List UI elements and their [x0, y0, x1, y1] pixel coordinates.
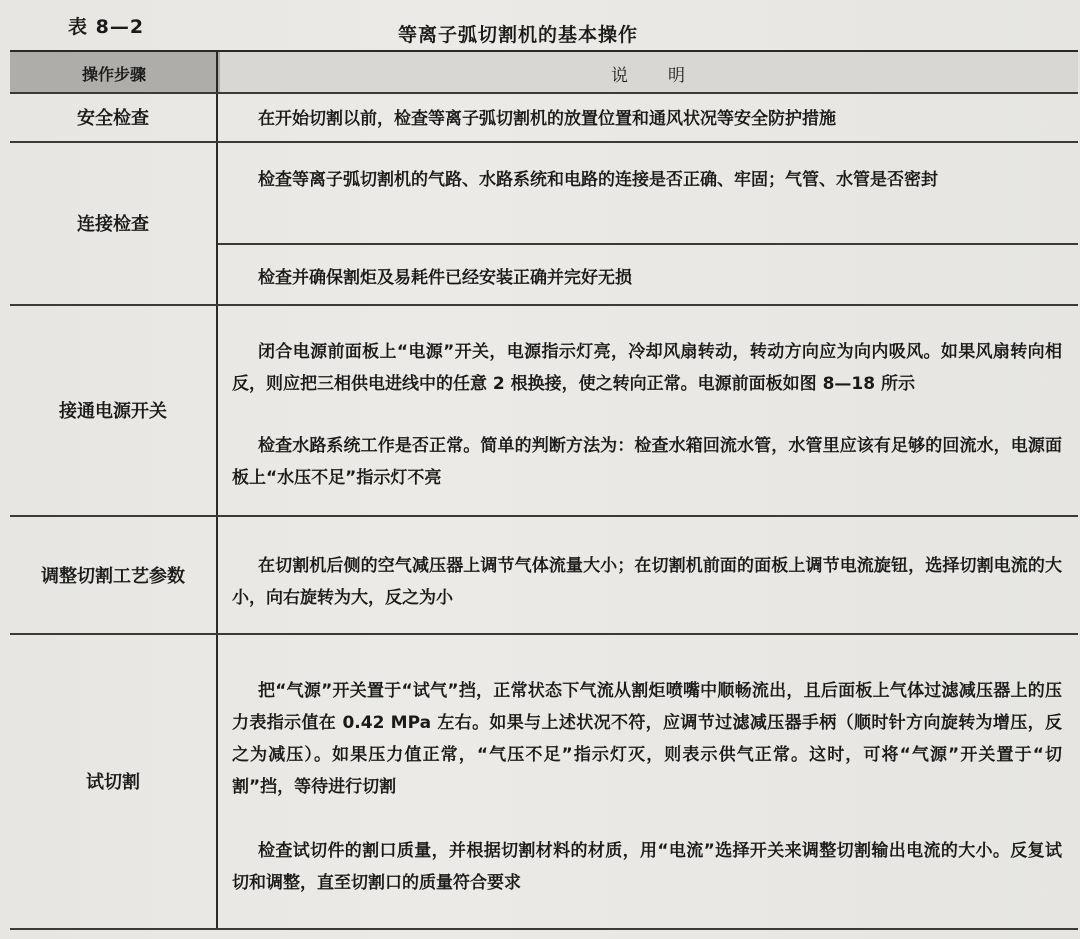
sub-row-divider: [218, 243, 1078, 245]
header-step-column: 操作步骤: [81, 64, 146, 84]
column-divider: [216, 50, 218, 930]
table-header: [10, 50, 1078, 94]
desc-power-switch-1: 闭合电源前面板上“电源”开关，电源指示灯亮，冷却风扇转动，转动方向应为向内吸风。如果风扇转向相反，则应把三相供电进线中的任意 2 根换接，使之转向正常。电源前面板如图 8—18 所示: [232, 342, 1062, 394]
step-connection-check: 连接检查: [77, 214, 149, 235]
step-power-switch: 接通电源开关: [59, 401, 167, 422]
table-bottom-border: [10, 928, 1078, 930]
desc-connection-check-1: 检查等离子弧切割机的气路、水路系统和电路的连接是否正确、牢固；气管、水管是否密封: [258, 170, 938, 190]
desc-trial-cut-2: 检查试切件的割口质量，并根据切割材料的材质，用“电流”选择开关来调整切割输出电流的大小。反复试切和调整，直至切割口的质量符合要求: [232, 841, 1062, 893]
step-adjust-parameters: 调整切割工艺参数: [41, 565, 185, 587]
desc-connection-check-2: 检查并确保割炬及易耗件已经安装正确并完好无损: [258, 268, 632, 288]
table-title: 等离子弧切割机的基本操作: [398, 24, 639, 46]
desc-safety-check: 在开始切割以前，检查等离子弧切割机的放置位置和通风状况等安全防护措施: [258, 109, 836, 129]
step-trial-cut: 试切割: [86, 772, 140, 793]
desc-power-switch-2: 检查水路系统工作是否正常。简单的判断方法为：检查水箱回流水管，水管里应该有足够的回流水，电源面板上“水压不足”指示灯不亮: [232, 436, 1062, 488]
desc-trial-cut-1: 把“气源”开关置于“试气”挡，正常状态下气流从割炬喷嘴中顺畅流出，且后面板上气体过滤减压器上的压力表指示值在 0.42 MPa 左右。如果与上述状况不符，应调节过滤减压器手柄（顺时针方向旋转为增压，反之为减压）。如果压力值正常，“气压不足”指示灯灭，则表示供气正常。这时，可将“气源”开关置于“切割”挡，等待进行切割: [232, 681, 1062, 797]
table-number: 表 8—2: [68, 16, 145, 38]
header-description-column: 说 明: [220, 52, 1078, 94]
desc-adjust-parameters: 在切割机后侧的空气减压器上调节气体流量大小；在切割机前面的面板上调节电流旋钮，选择切割电流的大小，向右旋转为大，反之为小: [232, 556, 1062, 608]
step-safety-check: 安全检查: [77, 108, 149, 129]
